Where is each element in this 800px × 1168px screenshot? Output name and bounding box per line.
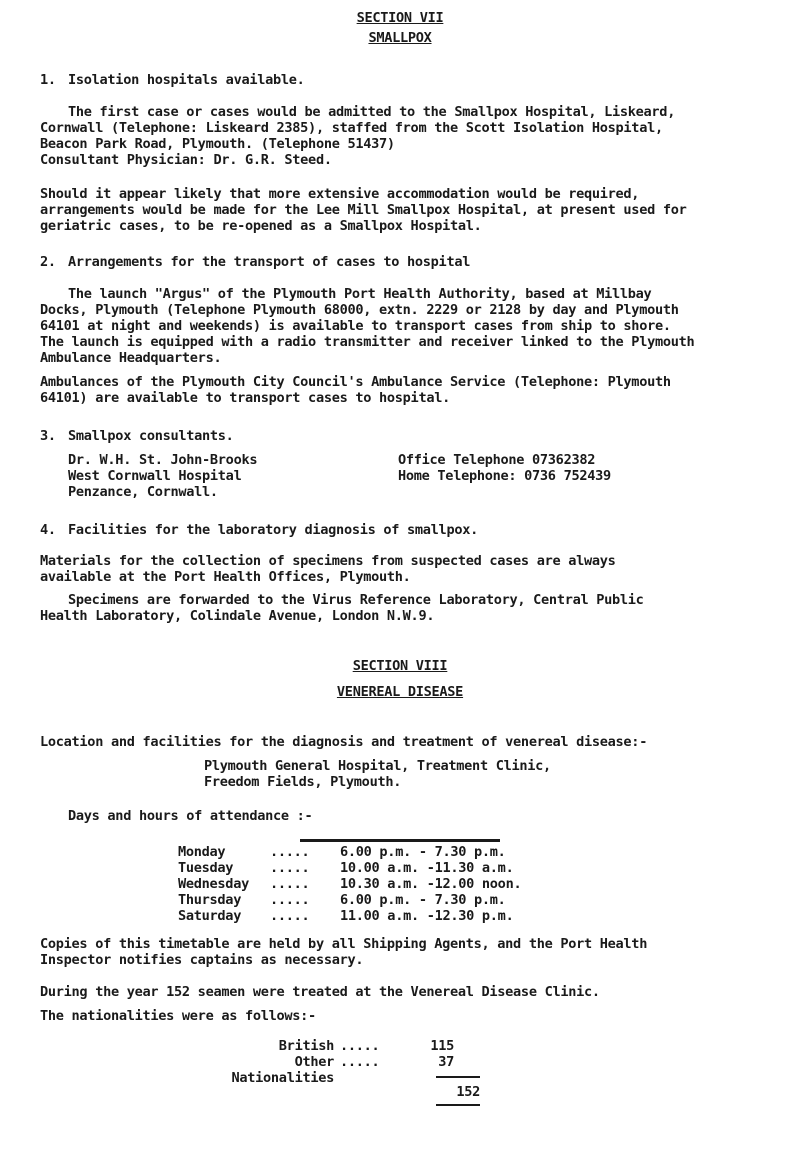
schedule-row — [178, 844, 521, 860]
consultant-hospital: West Cornwall Hospital — [68, 468, 242, 484]
item-2-paragraph-1 — [40, 286, 760, 366]
item-1-title-text: Isolation hospitals available. — [68, 72, 305, 88]
text-line: available at the Port Health Offices, Plymouth. — [40, 569, 411, 585]
schedule-day: Tuesday — [178, 860, 234, 876]
consultant-telephones — [398, 452, 611, 484]
text-line: Copies of this timetable are held by all Shipping Agents, and the Port Health — [40, 936, 648, 952]
text-line: The launch is equipped with a radio transmitter and receiver linked to the Plymouth — [40, 334, 695, 350]
office-telephone: Office Telephone 07362382 — [398, 452, 596, 468]
vd-location — [204, 758, 760, 790]
schedule-day: Saturday — [178, 908, 242, 924]
attendance-intro — [68, 808, 760, 824]
schedule-leader: ..... — [270, 908, 310, 924]
schedule-leader: ..... — [270, 844, 310, 860]
text-line: arrangements would be made for the Lee Mill Smallpox Hospital, at present used for — [40, 202, 687, 218]
item-3-title — [40, 428, 760, 444]
text-line: Beacon Park Road, Plymouth. (Telephone 51437) — [40, 136, 395, 152]
schedule-leader: ..... — [270, 876, 310, 892]
schedule-day: Wednesday — [178, 876, 249, 892]
nationalities-list — [192, 1038, 454, 1086]
item-2-paragraph-2 — [40, 374, 760, 406]
copies-note — [40, 936, 760, 968]
nationality-name: Other Nationalities — [231, 1054, 334, 1086]
text-line: Location and facilities for the diagnosis and treatment of venereal disease:- — [40, 734, 648, 750]
home-telephone: Home Telephone: 0736 752439 — [398, 468, 611, 484]
section-vii-heading: SECTION VII — [356, 10, 444, 26]
text-line: Days and hours of attendance :- — [68, 808, 313, 824]
item-3-title-text: Smallpox consultants. — [68, 428, 234, 444]
consultant-address — [68, 452, 257, 500]
text-line: The launch "Argus" of the Plymouth Port Health Authority, based at Millbay — [68, 286, 652, 302]
schedule-hours: 11.00 a.m. -12.30 p.m. — [340, 908, 514, 924]
schedule-hours: 10.00 a.m. -11.30 a.m. — [340, 860, 514, 876]
nationalities-intro — [40, 1008, 760, 1024]
item-2-title-text: Arrangements for the transport of cases to hospital — [68, 254, 471, 270]
schedule-row — [178, 876, 521, 892]
sum-rule-bottom — [436, 1104, 480, 1106]
item-4-paragraph-2 — [40, 592, 760, 624]
text-line: Should it appear likely that more extensive accommodation would be required, — [40, 186, 640, 202]
item-1-paragraph-1 — [40, 104, 760, 168]
schedule-row — [178, 892, 521, 908]
schedule-hours: 6.00 p.m. - 7.30 p.m. — [340, 844, 506, 860]
text-line: Materials for the collection of specimens from suspected cases are always — [40, 553, 616, 569]
nationality-name: British — [278, 1038, 334, 1054]
item-4-number: 4. — [40, 522, 56, 538]
item-3-number: 3. — [40, 428, 56, 444]
nationality-count: 115 — [430, 1038, 454, 1054]
item-1-paragraph-2 — [40, 186, 760, 234]
schedule-day: Thursday — [178, 892, 242, 908]
text-line: 64101 at night and weekends) is available to transport cases from ship to shore. — [40, 318, 671, 334]
text-line: Specimens are forwarded to the Virus Reference Laboratory, Central Public — [68, 592, 644, 608]
item-2-number: 2. — [40, 254, 56, 270]
nationalities-total: 152 — [456, 1084, 480, 1100]
text-line: Docks, Plymouth (Telephone Plymouth 68000, extn. 2229 or 2128 by day and Plymouth — [40, 302, 679, 318]
text-line: Freedom Fields, Plymouth. — [204, 774, 402, 790]
nationality-count: 37 — [438, 1054, 454, 1070]
text-line: geriatric cases, to be re-opened as a Smallpox Hospital. — [40, 218, 482, 234]
section-vii-subheading: SMALLPOX — [368, 30, 432, 46]
schedule-row — [178, 860, 521, 876]
text-line: Cornwall (Telephone: Liskeard 2385), staffed from the Scott Isolation Hospital, — [40, 120, 663, 136]
text-line: Inspector notifies captains as necessary. — [40, 952, 364, 968]
vd-intro — [40, 734, 760, 750]
sum-rule-top — [436, 1076, 480, 1078]
schedule-hours: 10.30 a.m. -12.00 noon. — [340, 876, 522, 892]
section-viii-header — [0, 658, 800, 700]
text-line: Consultant Physician: Dr. G.R. Steed. — [40, 152, 332, 168]
schedule-hours: 6.00 p.m. - 7.30 p.m. — [340, 892, 506, 908]
consultant-name: Dr. W.H. St. John-Brooks — [68, 452, 258, 468]
section-viii-subheading: VENEREAL DISEASE — [336, 684, 464, 700]
nationality-leader: ..... — [340, 1038, 380, 1054]
item-2-title — [40, 254, 760, 270]
text-line: Health Laboratory, Colindale Avenue, London N.W.9. — [40, 608, 435, 624]
schedule-leader: ..... — [270, 892, 310, 908]
section-divider — [300, 839, 500, 842]
schedule-leader: ..... — [270, 860, 310, 876]
text-line: Ambulances of the Plymouth City Council's Ambulance Service (Telephone: Plymouth — [40, 374, 671, 390]
nationality-row — [192, 1054, 454, 1086]
schedule-row — [178, 908, 521, 924]
item-4-title — [40, 522, 760, 538]
text-line: The first case or cases would be admitted to the Smallpox Hospital, Liskeard, — [68, 104, 676, 120]
text-line: During the year 152 seamen were treated at the Venereal Disease Clinic. — [40, 984, 600, 1000]
section-viii-heading: SECTION VIII — [352, 658, 448, 674]
text-line: 64101) are available to transport cases to hospital. — [40, 390, 450, 406]
section-vii-header — [0, 10, 800, 46]
text-line: The nationalities were as follows:- — [40, 1008, 316, 1024]
text-line: Ambulance Headquarters. — [40, 350, 222, 366]
nationality-leader: ..... — [340, 1054, 380, 1070]
attendance-schedule — [178, 844, 521, 924]
item-1-number: 1. — [40, 72, 56, 88]
year-note — [40, 984, 760, 1000]
nationality-row — [192, 1038, 454, 1054]
item-4-title-text: Facilities for the laboratory diagnosis of smallpox. — [68, 522, 478, 538]
text-line: Plymouth General Hospital, Treatment Clinic, — [204, 758, 551, 774]
schedule-day: Monday — [178, 844, 226, 860]
consultant-town: Penzance, Cornwall. — [68, 484, 218, 500]
item-1-title — [40, 72, 760, 88]
item-4-paragraph-1 — [40, 553, 760, 585]
